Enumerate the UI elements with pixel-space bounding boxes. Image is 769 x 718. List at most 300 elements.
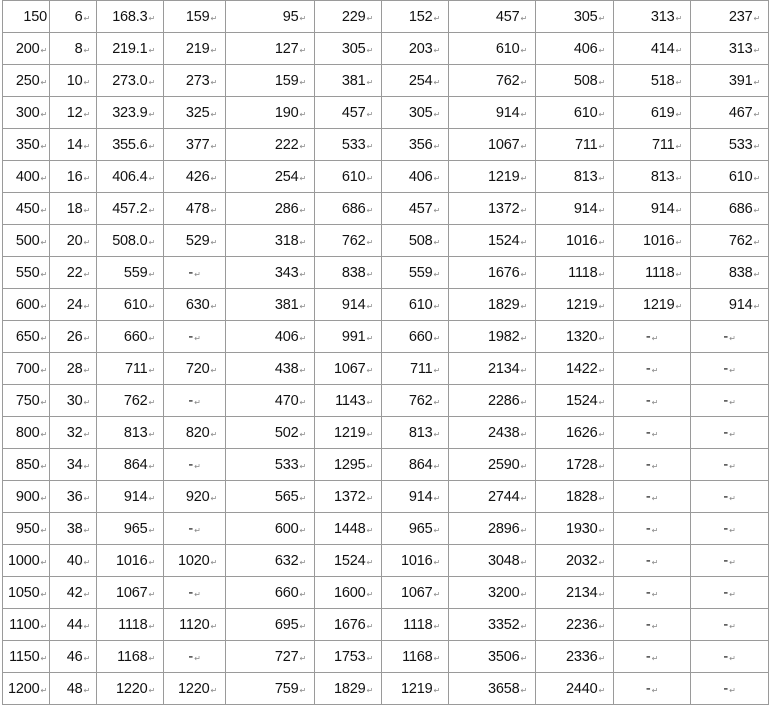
- cell-value: 1100: [9, 616, 40, 633]
- cell-value: 1524: [566, 392, 598, 409]
- table-cell: [50, 33, 97, 65]
- table-cell: [226, 225, 315, 257]
- cell-value: 813: [650, 168, 675, 185]
- table-cell: [614, 161, 691, 193]
- paragraph-mark-icon: ↵: [40, 173, 47, 183]
- cell-value: -: [188, 584, 194, 601]
- table-row: [3, 545, 769, 577]
- cell-value: 1120: [179, 616, 210, 633]
- paragraph-mark-icon: ↵: [598, 269, 605, 279]
- table-cell: [449, 33, 536, 65]
- paragraph-mark-icon: ↵: [210, 45, 217, 55]
- paragraph-mark-icon: ↵: [299, 365, 306, 375]
- paragraph-mark-icon: ↵: [83, 45, 90, 55]
- cell-value: 864: [123, 456, 148, 473]
- table-cell: [3, 33, 50, 65]
- table-cell: [382, 449, 449, 481]
- cell-value: 813: [408, 424, 433, 441]
- table-cell: [50, 97, 97, 129]
- cell-value: 533: [728, 136, 753, 153]
- table-row: [3, 161, 769, 193]
- table-cell: [3, 225, 50, 257]
- table-cell: [97, 417, 164, 449]
- table-cell: [226, 193, 315, 225]
- cell-value: 559: [123, 264, 148, 281]
- table-cell: [536, 481, 614, 513]
- paragraph-mark-icon: ↵: [651, 365, 659, 375]
- paragraph-mark-icon: ↵: [83, 13, 90, 23]
- cell-value: 1220: [178, 680, 210, 697]
- table-cell: [382, 97, 449, 129]
- paragraph-mark-icon: ↵: [299, 461, 306, 471]
- table-cell: [97, 513, 164, 545]
- cell-value: 2236: [566, 616, 598, 633]
- cell-value: 820: [185, 424, 210, 441]
- paragraph-mark-icon: ↵: [520, 397, 527, 407]
- paragraph-mark-icon: ↵: [675, 141, 682, 151]
- paragraph-mark-icon: ↵: [433, 653, 440, 663]
- cell-value: 1753: [334, 648, 366, 665]
- table-cell: [3, 65, 50, 97]
- paragraph-mark-icon: ↵: [598, 525, 605, 535]
- paragraph-mark-icon: ↵: [433, 589, 440, 599]
- paragraph-mark-icon: ↵: [675, 173, 682, 183]
- paragraph-mark-icon: ↵: [40, 589, 47, 599]
- paragraph-mark-icon: ↵: [675, 45, 682, 55]
- table-cell: [50, 481, 97, 513]
- paragraph-mark-icon: ↵: [299, 525, 306, 535]
- paragraph-mark-icon: ↵: [83, 621, 90, 631]
- paragraph-mark-icon: ↵: [148, 45, 155, 55]
- table-cell: [3, 289, 50, 321]
- table-cell: [315, 449, 382, 481]
- cell-value: -: [723, 584, 729, 601]
- paragraph-mark-icon: ↵: [299, 557, 306, 567]
- table-cell: [97, 673, 164, 705]
- cell-value: 150: [23, 8, 47, 25]
- paragraph-mark-icon: ↵: [651, 493, 659, 503]
- cell-value: 350: [15, 136, 40, 153]
- paragraph-mark-icon: ↵: [520, 557, 527, 567]
- paragraph-mark-icon: ↵: [194, 461, 201, 471]
- table-cell: [691, 193, 769, 225]
- paragraph-mark-icon: ↵: [299, 269, 306, 279]
- paragraph-mark-icon: ↵: [210, 557, 217, 567]
- paragraph-mark-icon: ↵: [366, 429, 373, 439]
- table-cell: [449, 385, 536, 417]
- cell-value: 759: [274, 680, 299, 697]
- cell-value: 1829: [334, 680, 366, 697]
- table-cell: [226, 321, 315, 353]
- paragraph-mark-icon: ↵: [210, 493, 217, 503]
- table-cell: [614, 97, 691, 129]
- table-row: [3, 353, 769, 385]
- cell-value: -: [723, 392, 729, 409]
- paragraph-mark-icon: ↵: [210, 77, 217, 87]
- cell-value: 762: [123, 392, 148, 409]
- paragraph-mark-icon: ↵: [299, 429, 306, 439]
- paragraph-mark-icon: ↵: [299, 109, 306, 119]
- table-cell: [614, 225, 691, 257]
- table-cell: [449, 609, 536, 641]
- paragraph-mark-icon: ↵: [598, 461, 605, 471]
- table-cell: [164, 193, 226, 225]
- cell-value: 610: [408, 296, 433, 313]
- table-cell: [449, 353, 536, 385]
- table-cell: [449, 161, 536, 193]
- cell-value: 1067: [116, 584, 148, 601]
- cell-value: 2336: [566, 648, 598, 665]
- paragraph-mark-icon: ↵: [148, 589, 155, 599]
- paragraph-mark-icon: ↵: [299, 173, 306, 183]
- table-cell: [50, 161, 97, 193]
- cell-value: 632: [274, 552, 299, 569]
- paragraph-mark-icon: ↵: [83, 685, 90, 695]
- paragraph-mark-icon: ↵: [598, 301, 605, 311]
- cell-value: 1728: [566, 456, 598, 473]
- paragraph-mark-icon: ↵: [148, 301, 155, 311]
- cell-value: 286: [274, 200, 299, 217]
- table-cell: [50, 577, 97, 609]
- cell-value: 965: [123, 520, 148, 537]
- table-cell: [50, 545, 97, 577]
- table-cell: [50, 193, 97, 225]
- table-cell: [536, 129, 614, 161]
- paragraph-mark-icon: ↵: [433, 685, 440, 695]
- table-cell: [226, 609, 315, 641]
- paragraph-mark-icon: ↵: [40, 493, 47, 503]
- cell-value: 850: [15, 456, 40, 473]
- cell-value: 159: [185, 8, 210, 25]
- table-row: [3, 417, 769, 449]
- table-cell: [164, 353, 226, 385]
- cell-value: 1448: [334, 520, 366, 537]
- cell-value: -: [723, 424, 729, 441]
- paragraph-mark-icon: ↵: [433, 333, 440, 343]
- table-cell: [315, 129, 382, 161]
- table-cell: [97, 321, 164, 353]
- table-cell: [226, 545, 315, 577]
- cell-value: 914: [728, 296, 753, 313]
- table-cell: [164, 33, 226, 65]
- table-row: [3, 577, 769, 609]
- cell-value: 2134: [488, 360, 520, 377]
- table-cell: [614, 673, 691, 705]
- table-cell: [691, 289, 769, 321]
- cell-value: 20: [66, 232, 83, 249]
- paragraph-mark-icon: ↵: [148, 13, 155, 23]
- table-cell: [97, 257, 164, 289]
- paragraph-mark-icon: ↵: [729, 397, 736, 407]
- table-row: [3, 673, 769, 705]
- table-row: [3, 129, 769, 161]
- paragraph-mark-icon: ↵: [40, 109, 47, 119]
- paragraph-mark-icon: ↵: [210, 237, 217, 247]
- table-cell: [3, 577, 50, 609]
- cell-value: 406: [573, 40, 598, 57]
- table-cell: [614, 449, 691, 481]
- table-cell: [382, 129, 449, 161]
- table-cell: [614, 417, 691, 449]
- table-cell: [164, 321, 226, 353]
- cell-value: 686: [728, 200, 753, 217]
- paragraph-mark-icon: ↵: [148, 173, 155, 183]
- table-cell: [536, 545, 614, 577]
- paragraph-mark-icon: ↵: [598, 621, 605, 631]
- paragraph-mark-icon: ↵: [40, 77, 47, 87]
- paragraph-mark-icon: ↵: [40, 685, 47, 695]
- cell-value: 1150: [9, 648, 40, 665]
- table-cell: [449, 1, 536, 33]
- table-row: [3, 385, 769, 417]
- table-cell: [97, 481, 164, 513]
- table-cell: [449, 449, 536, 481]
- cell-value: 914: [573, 200, 598, 217]
- cell-value: 1372: [488, 200, 520, 217]
- cell-value: 6: [74, 8, 83, 25]
- paragraph-mark-icon: ↵: [520, 141, 527, 151]
- paragraph-mark-icon: ↵: [299, 45, 306, 55]
- table-row: [3, 609, 769, 641]
- cell-value: 1000: [8, 552, 40, 569]
- paragraph-mark-icon: ↵: [148, 77, 155, 87]
- table-cell: [315, 577, 382, 609]
- paragraph-mark-icon: ↵: [40, 365, 47, 375]
- cell-value: 1118: [568, 264, 598, 281]
- table-cell: [50, 353, 97, 385]
- paragraph-mark-icon: ↵: [651, 333, 659, 343]
- paragraph-mark-icon: ↵: [675, 13, 682, 23]
- cell-value: 250: [15, 72, 40, 89]
- table-cell: [97, 225, 164, 257]
- cell-value: 3048: [488, 552, 520, 569]
- cell-value: 305: [341, 40, 366, 57]
- paragraph-mark-icon: ↵: [83, 333, 90, 343]
- cell-value: 1168: [402, 648, 433, 665]
- table-cell: [614, 321, 691, 353]
- cell-value: -: [723, 552, 729, 569]
- table-cell: [315, 545, 382, 577]
- table-cell: [382, 353, 449, 385]
- cell-value: 127: [274, 40, 299, 57]
- table-cell: [97, 193, 164, 225]
- table-cell: [164, 577, 226, 609]
- table-cell: [382, 609, 449, 641]
- table-cell: [315, 65, 382, 97]
- paragraph-mark-icon: ↵: [598, 493, 605, 503]
- cell-value: 610: [495, 40, 520, 57]
- paragraph-mark-icon: ↵: [40, 525, 47, 535]
- cell-value: -: [188, 328, 194, 345]
- cell-value: 700: [15, 360, 40, 377]
- cell-value: 559: [408, 264, 433, 281]
- data-table-sheet: [2, 0, 760, 705]
- table-cell: [3, 545, 50, 577]
- table-cell: [226, 513, 315, 545]
- table-cell: [614, 513, 691, 545]
- paragraph-mark-icon: ↵: [83, 557, 90, 567]
- paragraph-mark-icon: ↵: [148, 397, 155, 407]
- table-cell: [315, 193, 382, 225]
- table-cell: [226, 65, 315, 97]
- table-cell: [614, 65, 691, 97]
- table-cell: [97, 385, 164, 417]
- paragraph-mark-icon: ↵: [598, 333, 605, 343]
- paragraph-mark-icon: ↵: [598, 109, 605, 119]
- cell-value: 565: [274, 488, 299, 505]
- paragraph-mark-icon: ↵: [520, 269, 527, 279]
- cell-value: 1524: [334, 552, 366, 569]
- table-row: [3, 481, 769, 513]
- table-cell: [3, 481, 50, 513]
- paragraph-mark-icon: ↵: [753, 109, 760, 119]
- paragraph-mark-icon: ↵: [40, 237, 47, 247]
- table-cell: [691, 353, 769, 385]
- paragraph-mark-icon: ↵: [299, 237, 306, 247]
- table-cell: [315, 289, 382, 321]
- cell-value: 254: [274, 168, 299, 185]
- paragraph-mark-icon: ↵: [148, 205, 155, 215]
- table-cell: [536, 385, 614, 417]
- cell-value: 1828: [566, 488, 598, 505]
- table-cell: [226, 33, 315, 65]
- cell-value: 450: [15, 200, 40, 217]
- cell-value: 18: [66, 200, 83, 217]
- table-cell: [3, 193, 50, 225]
- table-cell: [3, 513, 50, 545]
- paragraph-mark-icon: ↵: [598, 365, 605, 375]
- table-cell: [536, 257, 614, 289]
- table-cell: [50, 385, 97, 417]
- paragraph-mark-icon: ↵: [520, 685, 527, 695]
- cell-value: 2896: [488, 520, 520, 537]
- table-cell: [449, 257, 536, 289]
- cell-value: 229: [341, 8, 366, 25]
- cell-value: 686: [341, 200, 366, 217]
- cell-value: 720: [185, 360, 210, 377]
- paragraph-mark-icon: ↵: [520, 109, 527, 119]
- table-cell: [614, 1, 691, 33]
- paragraph-mark-icon: ↵: [520, 525, 527, 535]
- cell-value: 695: [274, 616, 299, 633]
- paragraph-mark-icon: ↵: [40, 461, 47, 471]
- table-cell: [97, 129, 164, 161]
- paragraph-mark-icon: ↵: [520, 237, 527, 247]
- paragraph-mark-icon: ↵: [598, 653, 605, 663]
- table-cell: [315, 353, 382, 385]
- table-cell: [3, 385, 50, 417]
- table-cell: [536, 65, 614, 97]
- paragraph-mark-icon: ↵: [83, 109, 90, 119]
- table-cell: [97, 449, 164, 481]
- cell-value: 762: [341, 232, 366, 249]
- table-cell: [382, 481, 449, 513]
- table-cell: [382, 641, 449, 673]
- table-cell: [536, 161, 614, 193]
- paragraph-mark-icon: ↵: [299, 301, 306, 311]
- table-cell: [164, 545, 226, 577]
- cell-value: 355.6: [112, 136, 148, 153]
- paragraph-mark-icon: ↵: [83, 269, 90, 279]
- table-cell: [97, 1, 164, 33]
- table-cell: [164, 97, 226, 129]
- cell-value: 1219: [643, 296, 675, 313]
- paragraph-mark-icon: ↵: [83, 141, 90, 151]
- paragraph-mark-icon: ↵: [83, 397, 90, 407]
- cell-value: 2438: [488, 424, 520, 441]
- paragraph-mark-icon: ↵: [366, 653, 373, 663]
- paragraph-mark-icon: ↵: [753, 141, 760, 151]
- table-row: [3, 641, 769, 673]
- table-row: [3, 321, 769, 353]
- paragraph-mark-icon: ↵: [148, 621, 155, 631]
- paragraph-mark-icon: ↵: [148, 653, 155, 663]
- cell-value: 313: [650, 8, 675, 25]
- cell-value: 44: [66, 616, 83, 633]
- cell-value: 406.4: [112, 168, 148, 185]
- paragraph-mark-icon: ↵: [729, 461, 736, 471]
- paragraph-mark-icon: ↵: [194, 333, 201, 343]
- cell-value: 1219: [401, 680, 433, 697]
- cell-value: 3658: [488, 680, 520, 697]
- paragraph-mark-icon: ↵: [598, 237, 605, 247]
- table-cell: [3, 449, 50, 481]
- paragraph-mark-icon: ↵: [520, 653, 527, 663]
- table-cell: [536, 353, 614, 385]
- paragraph-mark-icon: ↵: [210, 205, 217, 215]
- table-cell: [449, 97, 536, 129]
- cell-value: 391: [728, 72, 753, 89]
- paragraph-mark-icon: ↵: [299, 621, 306, 631]
- paragraph-mark-icon: ↵: [40, 205, 47, 215]
- cell-value: 1118: [403, 616, 433, 633]
- paragraph-mark-icon: ↵: [210, 173, 217, 183]
- cell-value: 914: [408, 488, 433, 505]
- cell-value: 610: [123, 296, 148, 313]
- paragraph-mark-icon: ↵: [433, 205, 440, 215]
- cell-value: -: [723, 360, 729, 377]
- table-row: [3, 289, 769, 321]
- paragraph-mark-icon: ↵: [366, 685, 373, 695]
- cell-value: 914: [495, 104, 520, 121]
- paragraph-mark-icon: ↵: [433, 173, 440, 183]
- cell-value: 1372: [334, 488, 366, 505]
- paragraph-mark-icon: ↵: [83, 301, 90, 311]
- cell-value: 2744: [488, 488, 520, 505]
- cell-value: 1050: [8, 584, 40, 601]
- table-row: [3, 225, 769, 257]
- cell-value: 533: [274, 456, 299, 473]
- table-cell: [164, 417, 226, 449]
- paragraph-mark-icon: ↵: [433, 397, 440, 407]
- cell-value: 323.9: [112, 104, 148, 121]
- cell-value: 254: [408, 72, 433, 89]
- cell-value: 508: [573, 72, 598, 89]
- table-cell: [315, 321, 382, 353]
- cell-value: 1220: [116, 680, 148, 697]
- table-cell: [691, 545, 769, 577]
- paragraph-mark-icon: ↵: [729, 621, 736, 631]
- paragraph-mark-icon: ↵: [366, 397, 373, 407]
- table-cell: [614, 577, 691, 609]
- table-cell: [50, 641, 97, 673]
- paragraph-mark-icon: ↵: [299, 333, 306, 343]
- cell-value: 2440: [566, 680, 598, 697]
- paragraph-mark-icon: ↵: [675, 77, 682, 87]
- cell-value: 38: [66, 520, 83, 537]
- paragraph-mark-icon: ↵: [651, 589, 659, 599]
- table-cell: [50, 65, 97, 97]
